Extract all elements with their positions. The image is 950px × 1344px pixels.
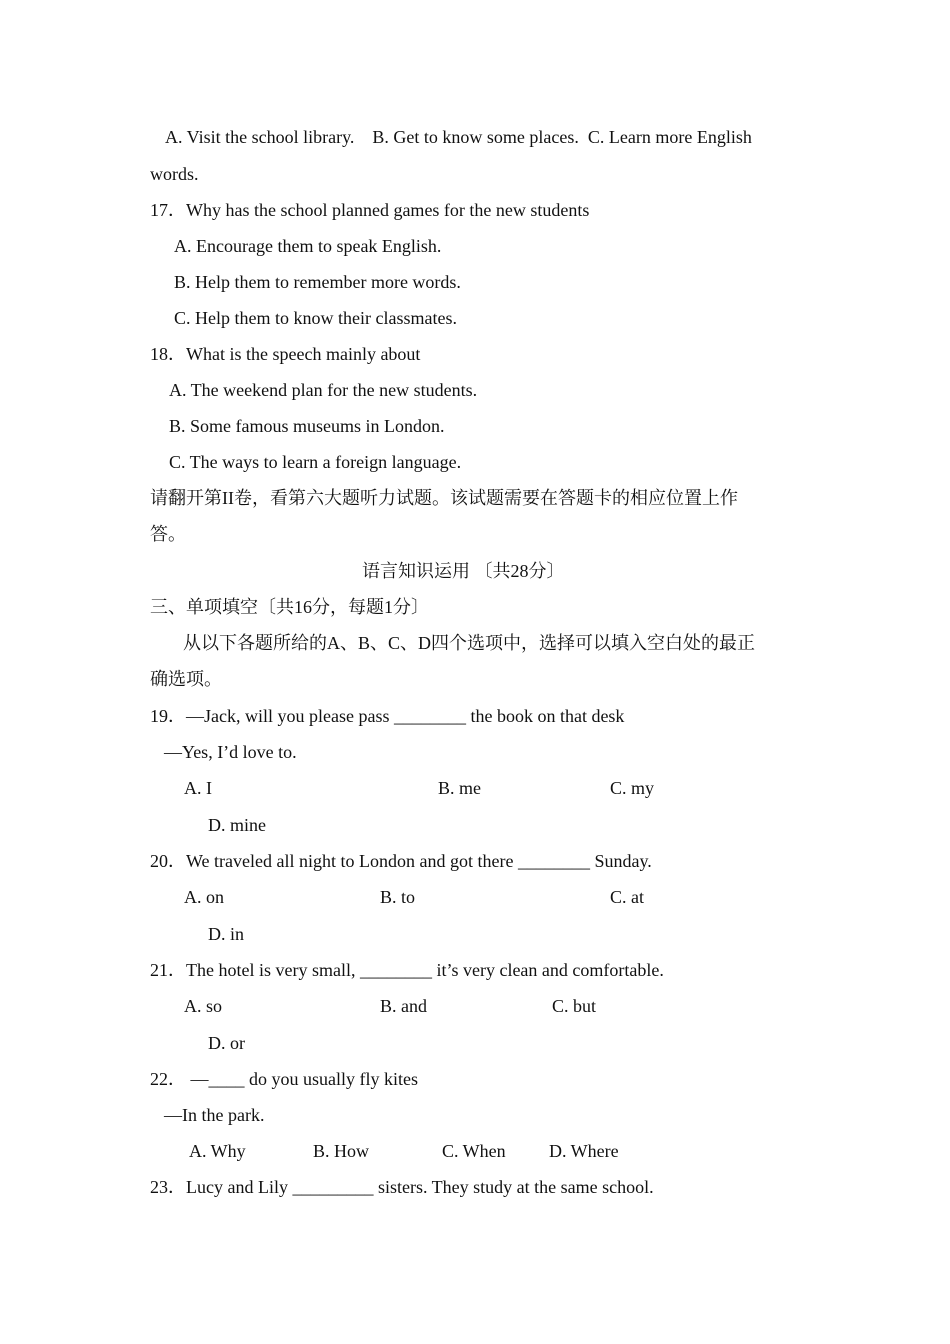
q23-stem: 23．Lucy and Lily _________ sisters. They study at the same school. [150, 1177, 654, 1197]
section-title: 语言知识运用 〔共28分〕 [362, 561, 565, 581]
q17-option-a: A. Encourage them to speak English. [174, 236, 442, 256]
q22-reply: —In the park. [164, 1105, 265, 1125]
q18-option-c: C. The ways to learn a foreign language. [169, 452, 462, 472]
q20-option-a: A. on [184, 887, 224, 907]
q22-stem: 22． —____ do you usually fly kites [150, 1069, 418, 1089]
q19-option-a: A. I [184, 778, 212, 798]
q18-stem: 18．What is the speech mainly about [150, 344, 421, 364]
q21-option-d: D. or [208, 1033, 245, 1053]
q19-option-c: C. my [610, 778, 655, 798]
q20-stem: 20．We traveled all night to London and got there ________ Sunday. [150, 851, 652, 871]
instruction-line-2: 答。 [150, 524, 186, 544]
q20-option-b: B. to [380, 887, 416, 907]
q17-stem: 17．Why has the school planned games for the new students [150, 200, 590, 220]
q19-option-d: D. mine [208, 815, 266, 835]
q19-reply: —Yes, I’d love to. [164, 742, 297, 762]
q20-option-d: D. in [208, 924, 244, 944]
q17-option-b: B. Help them to remember more words. [174, 272, 461, 292]
q22-option-d: D. Where [549, 1141, 619, 1161]
q16-options-continuation: words. [150, 164, 199, 184]
q21-stem: 21．The hotel is very small, ________ it’s very clean and comfortable. [150, 960, 664, 980]
q22-option-a: A. Why [189, 1141, 246, 1161]
q18-option-b: B. Some famous museums in London. [169, 416, 445, 436]
q21-option-b: B. and [380, 996, 427, 1016]
q22-option-c: C. When [442, 1141, 506, 1161]
q21-option-c: C. but [552, 996, 597, 1016]
q17-option-c: C. Help them to know their classmates. [174, 308, 457, 328]
q16-options-line: A. Visit the school library. B. Get to know some places. C. Learn more English [165, 127, 752, 147]
part3-title: 三、单项填空〔共16分，每题1分〕 [150, 597, 429, 617]
q22-option-b: B. How [313, 1141, 370, 1161]
q19-option-b: B. me [438, 778, 481, 798]
q21-option-a: A. so [184, 996, 223, 1016]
q20-option-c: C. at [610, 887, 644, 907]
part3-description-line-2: 确选项。 [150, 669, 222, 689]
q18-option-a: A. The weekend plan for the new students. [169, 380, 478, 400]
part3-description-line-1: 从以下各题所给的A、B、C、D四个选项中，选择可以填入空白处的最正 [183, 633, 756, 653]
q19-stem: 19．—Jack, will you please pass ________ the book on that desk [150, 706, 625, 726]
instruction-line-1: 请翻开第II卷，看第六大题听力试题。该试题需要在答题卡的相应位置上作 [150, 488, 738, 508]
